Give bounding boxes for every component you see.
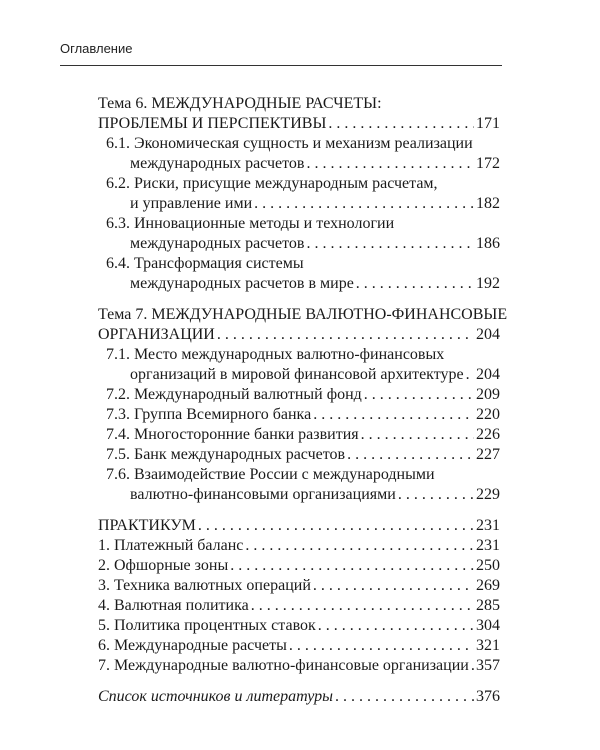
page-number: 192: [476, 275, 500, 292]
entry-text: 7.1. Место международных валютно-финансовых: [106, 346, 445, 363]
toc-references[interactable]: [98, 687, 500, 707]
entry-text: 7. Международные валютно-финансовые организации: [98, 657, 469, 674]
toc-section[interactable]: [98, 385, 500, 405]
page-number: 172: [476, 155, 500, 172]
dot-leader: [328, 114, 474, 134]
toc-line: [106, 174, 500, 194]
toc-section[interactable]: [98, 445, 500, 465]
entry-text: 1. Платежный баланс: [98, 537, 244, 554]
entry-text: 6.2. Риски, присущие международным расчетам,: [106, 175, 438, 192]
dot-leader: [230, 556, 474, 576]
dot-leader: [398, 485, 474, 505]
toc-line: [106, 214, 500, 234]
entry-text: Тема 7. МЕЖДУНАРОДНЫЕ ВАЛЮТНО-ФИНАНСОВЫЕ: [98, 306, 508, 323]
entry-text: 3. Техника валютных операций: [98, 577, 311, 594]
toc-section[interactable]: [98, 174, 500, 214]
dot-leader: [466, 365, 474, 385]
toc-practicum-item[interactable]: [98, 576, 500, 596]
entry-text: международных расчетов: [130, 235, 305, 252]
toc-practicum-item[interactable]: [98, 636, 500, 656]
page-number: 376: [476, 688, 500, 705]
entry-text: 7.6. Взаимодействие России с международными: [106, 466, 435, 483]
page-number: 171: [476, 115, 500, 132]
toc-line: [106, 194, 500, 214]
toc-line: [106, 254, 500, 274]
toc-line: [98, 94, 500, 114]
page-number: 182: [476, 195, 500, 212]
toc-practicum[interactable]: [98, 516, 500, 536]
toc-section[interactable]: [98, 425, 500, 445]
toc-line: [106, 385, 500, 405]
entry-text: 7.3. Группа Всемирного банка: [106, 406, 312, 423]
entry-text: 7.2. Международный валютный фонд: [106, 386, 362, 403]
entry-text: 6.1. Экономическая сущность и механизм реализации: [106, 135, 473, 152]
dot-leader: [198, 516, 474, 536]
entry-text: 6.4. Трансформация системы: [106, 255, 304, 272]
page-number: 209: [476, 386, 500, 403]
entry-text: 4. Валютная политика: [98, 597, 249, 614]
entry-text: организаций в мировой финансовой архитектуре: [130, 366, 464, 383]
page-number: 220: [476, 406, 500, 423]
toc-section[interactable]: [98, 214, 500, 254]
dot-leader: [364, 385, 474, 405]
entry-text: ОРГАНИЗАЦИИ: [98, 326, 215, 343]
entry-text: Тема 6. МЕЖДУНАРОДНЫЕ РАСЧЕТЫ:: [98, 95, 382, 112]
entry-text: ПРОБЛЕМЫ И ПЕРСПЕКТИВЫ: [98, 115, 327, 132]
entry-text: ПРАКТИКУМ: [98, 517, 196, 534]
toc-section[interactable]: [98, 465, 500, 505]
toc-practicum-item[interactable]: [98, 656, 500, 676]
dot-leader: [356, 274, 474, 294]
page-number: 186: [476, 235, 500, 252]
toc-line: [106, 234, 500, 254]
entry-text: 5. Политика процентных ставок: [98, 617, 316, 634]
entry-text: 6.3. Инновационные методы и технологии: [106, 215, 395, 232]
page-number: 204: [476, 366, 500, 383]
toc-line: [106, 425, 500, 445]
toc-line: [98, 114, 500, 134]
entry-text: международных расчетов: [130, 155, 305, 172]
entry-text: и управление ими: [130, 195, 253, 212]
toc-topic-6[interactable]: [98, 94, 500, 134]
page-number: 285: [476, 597, 500, 614]
page-number: 269: [476, 577, 500, 594]
dot-leader: [313, 405, 474, 425]
toc-topic-7[interactable]: [98, 305, 508, 345]
page-number: 227: [476, 446, 500, 463]
dot-leader: [289, 636, 474, 656]
entry-text: Список источников и литературы: [98, 688, 334, 705]
toc-line: [106, 134, 500, 154]
dot-leader: [254, 194, 474, 214]
table-of-contents: [98, 94, 508, 707]
header-rule: [60, 65, 502, 66]
toc-line: [106, 274, 500, 294]
page-number: 250: [476, 557, 500, 574]
entry-text: международных расчетов в мире: [130, 275, 354, 292]
page-number: 357: [476, 657, 500, 674]
dot-leader: [217, 325, 474, 345]
toc-section[interactable]: [98, 405, 500, 425]
dot-leader: [245, 536, 474, 556]
page-number: 231: [476, 517, 500, 534]
toc-line: [106, 365, 500, 385]
toc-line: [106, 345, 500, 365]
toc-line: [98, 325, 500, 345]
toc-practicum-item[interactable]: [98, 596, 500, 616]
dot-leader: [306, 234, 474, 254]
running-header: Оглавление: [60, 41, 133, 56]
toc-line: [106, 465, 500, 485]
dot-leader: [318, 616, 474, 636]
toc-section[interactable]: [98, 345, 500, 385]
page-number: 321: [476, 637, 500, 654]
entry-text: валютно-финансовыми организациями: [130, 486, 396, 503]
toc-practicum-item[interactable]: [98, 616, 500, 636]
toc-line: [106, 405, 500, 425]
page-number: 231: [476, 537, 500, 554]
entry-text: 7.5. Банк международных расчетов: [106, 446, 346, 463]
page-number: 226: [476, 426, 500, 443]
entry-text: 6. Международные расчеты: [98, 637, 287, 654]
dot-leader: [251, 596, 474, 616]
toc-section[interactable]: [98, 134, 500, 174]
entry-text: 7.4. Многосторонние банки развития: [106, 426, 359, 443]
page-number: 304: [476, 617, 500, 634]
page-number: 229: [476, 486, 500, 503]
dot-leader: [347, 445, 474, 465]
entry-text: 2. Офшорные зоны: [98, 557, 229, 574]
dot-leader: [471, 656, 474, 676]
toc-practicum-item[interactable]: [98, 556, 500, 576]
page-number: 204: [476, 326, 500, 343]
toc-line: [98, 305, 508, 325]
dot-leader: [335, 687, 474, 707]
dot-leader: [313, 576, 474, 596]
toc-line: [106, 445, 500, 465]
toc-practicum-item[interactable]: [98, 536, 500, 556]
dot-leader: [361, 425, 474, 445]
dot-leader: [306, 154, 474, 174]
toc-section[interactable]: [98, 254, 500, 294]
toc-line: [106, 154, 500, 174]
toc-line: [106, 485, 500, 505]
